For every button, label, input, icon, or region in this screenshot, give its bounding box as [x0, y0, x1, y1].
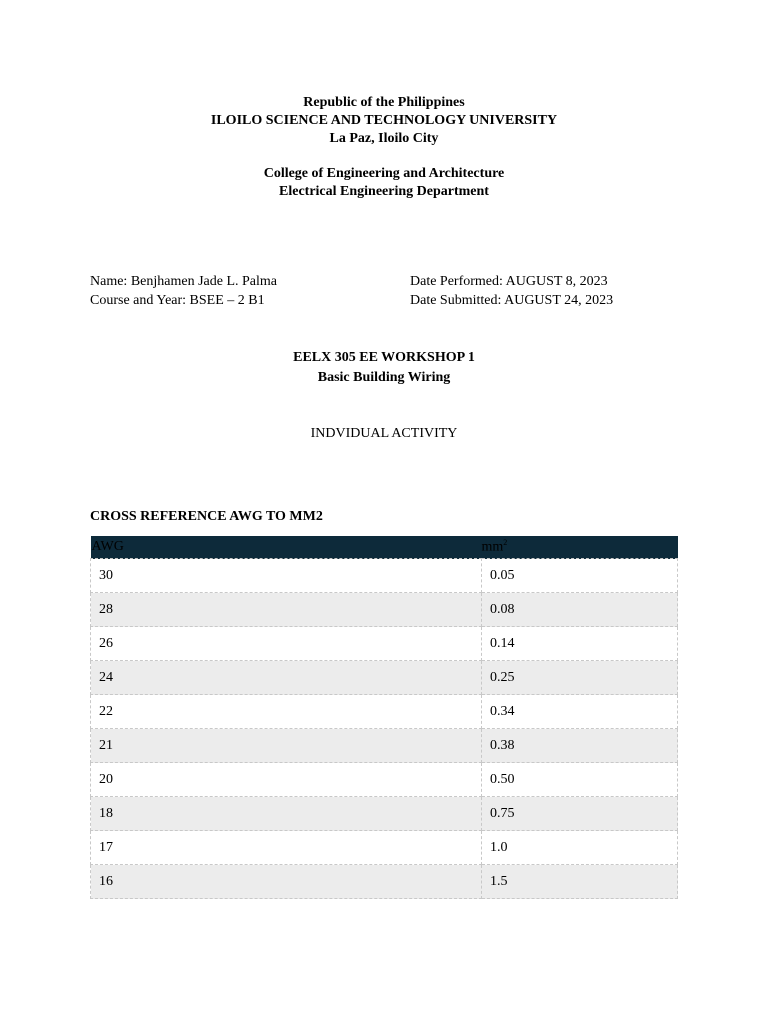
awg-cell: 16: [91, 865, 482, 899]
student-name: Name: Benjhamen Jade L. Palma: [90, 274, 277, 289]
awg-cell: 20: [91, 763, 482, 797]
awg-cell: 26: [91, 627, 482, 661]
awg-cell: 24: [91, 661, 482, 695]
mm2-cell: 0.14: [482, 627, 678, 661]
student-info: [90, 272, 277, 310]
table-title: CROSS REFERENCE AWG TO MM2: [90, 509, 323, 524]
table-row: [91, 865, 678, 899]
mm2-cell: 0.75: [482, 797, 678, 831]
mm2-cell: 0.25: [482, 661, 678, 695]
table-row: [91, 559, 678, 593]
mm2-cell: 1.5: [482, 865, 678, 899]
republic-line: Republic of the Philippines: [303, 95, 465, 110]
course-heading: [0, 348, 768, 388]
header-awg: AWG: [91, 536, 482, 559]
awg-cell: 22: [91, 695, 482, 729]
mm2-cell: 0.08: [482, 593, 678, 627]
mm2-cell: 0.34: [482, 695, 678, 729]
awg-cell: 28: [91, 593, 482, 627]
department-name: Electrical Engineering Department: [279, 184, 489, 199]
table-row: [91, 661, 678, 695]
awg-table: [90, 536, 678, 899]
awg-cell: 18: [91, 797, 482, 831]
mm2-cell: 1.0: [482, 831, 678, 865]
table-row: [91, 763, 678, 797]
date-submitted: Date Submitted: AUGUST 24, 2023: [410, 293, 614, 308]
university-header: [0, 94, 768, 148]
college-name: College of Engineering and Architecture: [263, 166, 505, 181]
date-performed: Date Performed: AUGUST 8, 2023: [410, 274, 608, 289]
course-title: Basic Building Wiring: [317, 370, 451, 385]
table-row: [91, 627, 678, 661]
header-mm-sup: 2: [503, 538, 508, 548]
university-location: La Paz, Iloilo City: [329, 131, 439, 146]
course-code: EELX 305 EE WORKSHOP 1: [293, 350, 475, 365]
awg-cell: 21: [91, 729, 482, 763]
table-row: [91, 729, 678, 763]
table-row: [91, 797, 678, 831]
mm2-cell: 0.50: [482, 763, 678, 797]
table-row: [91, 831, 678, 865]
date-info: [410, 272, 613, 310]
header-mm2: [482, 536, 678, 559]
awg-cell: 30: [91, 559, 482, 593]
mm2-cell: 0.38: [482, 729, 678, 763]
college-header: [0, 165, 768, 201]
student-course: Course and Year: BSEE – 2 B1: [90, 293, 265, 308]
table-row: [91, 593, 678, 627]
awg-cell: 17: [91, 831, 482, 865]
table-row: [91, 695, 678, 729]
table-header-row: [91, 536, 678, 559]
header-mm-text: mm: [481, 539, 504, 555]
activity-title: INDVIDUAL ACTIVITY: [310, 426, 458, 441]
university-name: ILOILO SCIENCE AND TECHNOLOGY UNIVERSITY: [210, 113, 558, 128]
mm2-cell: 0.05: [482, 559, 678, 593]
